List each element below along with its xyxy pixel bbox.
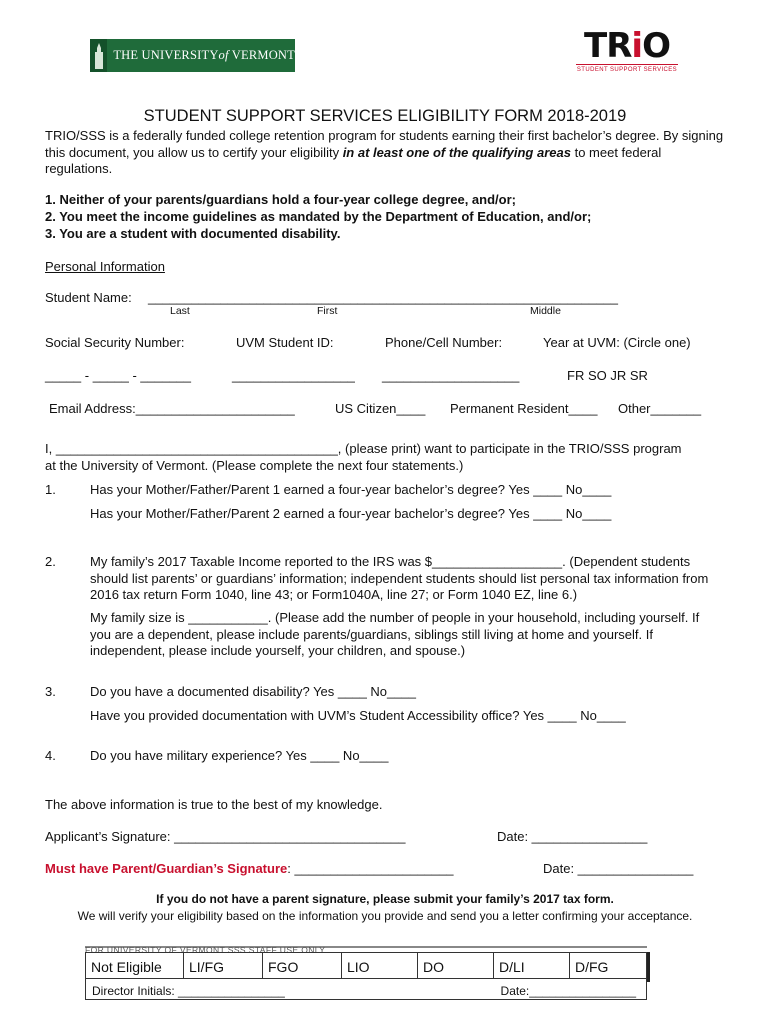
name-sub-first: First — [317, 305, 338, 317]
applicant-signature-field[interactable]: Applicant’s Signature: ________________________________ — [45, 829, 406, 844]
student-name-label: Student Name: — [45, 290, 132, 305]
permanent-resident-field[interactable]: Permanent Resident____ — [450, 401, 598, 416]
question-number: 4. — [45, 748, 56, 763]
criteria-item: 3. You are a student with documented disability. — [45, 226, 341, 241]
criteria-item: 1. Neither of your parents/guardians hold a four-year college degree, and/or; — [45, 192, 516, 207]
staff-cell[interactable]: Not Eligible — [86, 953, 184, 978]
us-citizen-field[interactable]: US Citizen____ — [335, 401, 426, 416]
student-name-field[interactable]: _________________________________________________________________ — [148, 290, 618, 305]
question-family-size: My family size is ___________. (Please add the number of people in your household, including yourself. If you are a dependent, please include parents/guardians, siblings still living at home and yourself. If independent, please include yourself, your children, and spouse.) — [90, 610, 700, 658]
personal-info-heading: Personal Information — [45, 259, 165, 274]
other-field[interactable]: Other_______ — [618, 401, 702, 416]
uvm-id-label: UVM Student ID: — [236, 335, 334, 350]
question-parent1: Has your Mother/Father/Parent 1 earned a four-year bachelor’s degree? Yes ____ No____ — [90, 482, 612, 497]
question-income: My family’s 2017 Taxable Income reported to the IRS was $__________________. (Dependent students should list parents’ or guardians’ information; independent students should list personal tax information from 2016 tax return Form 1040, line 43; or Form1040A, line 27; or Form 1040 EZ, line 6.) — [90, 554, 709, 602]
question-disability: Do you have a documented disability? Yes ____ No____ — [90, 684, 416, 699]
uvm-tower-icon — [90, 39, 107, 72]
trio-logo: TRiO STUDENT SUPPORT SERVICES — [576, 26, 678, 73]
attestation: The above information is true to the best of my knowledge. — [45, 797, 383, 812]
tax-form-note: If you do not have a parent signature, please submit your family’s 2017 tax form. — [156, 892, 614, 906]
participation-statement-2: at the University of Vermont. (Please complete the next four statements.) — [45, 458, 464, 473]
question-number: 2. — [45, 554, 56, 569]
participation-statement: I, _______________________________________, (please print) want to participate in the TRIO/SSS program — [45, 441, 682, 456]
director-initials-field[interactable]: Director Initials: ________________ — [92, 984, 285, 998]
uvm-logo — [90, 39, 295, 72]
intro-paragraph: TRIO/SSS is a federally funded college retention program for students earning their first bachelor’s degree. By signing this document, you allow us to certify your eligibility in at least one of the qualifying areas to meet federal regulations. — [45, 128, 724, 176]
ssn-field[interactable]: _____ - _____ - _______ — [45, 368, 192, 383]
staff-use-label: FOR UNIVERSITY OF VERMONT SSS STAFF USE ONLY — [85, 945, 326, 955]
page-title: STUDENT SUPPORT SERVICES ELIGIBILITY FORM 2018-2019 — [143, 107, 627, 125]
question-parent2: Has your Mother/Father/Parent 2 earned a four-year bachelor’s degree? Yes ____ No____ — [90, 506, 612, 521]
staff-cell[interactable]: FGO — [263, 953, 342, 978]
parent-date-field[interactable]: Date: ________________ — [543, 861, 694, 876]
question-accessibility: Have you provided documentation with UVM’s Student Accessibility office? Yes ____ No____ — [90, 708, 626, 723]
name-sub-last: Last — [170, 305, 190, 317]
staff-cell[interactable]: LI/FG — [184, 953, 263, 978]
question-number: 1. — [45, 482, 56, 497]
staff-use-table — [85, 952, 647, 1000]
applicant-date-field[interactable]: Date: ________________ — [497, 829, 648, 844]
email-field[interactable]: Email Address:______________________ — [49, 401, 295, 416]
staff-date-field[interactable]: Date:________________ — [500, 984, 636, 998]
question-number: 3. — [45, 684, 56, 699]
phone-label: Phone/Cell Number: — [385, 335, 503, 350]
question-military: Do you have military experience? Yes ____ No____ — [90, 748, 389, 763]
uvm-id-field[interactable]: _________________ — [232, 368, 355, 383]
year-options[interactable]: FR SO JR SR — [567, 368, 648, 383]
ssn-label: Social Security Number: — [45, 335, 185, 350]
staff-cell[interactable]: LIO — [342, 953, 418, 978]
name-sub-middle: Middle — [530, 305, 561, 317]
staff-cell[interactable]: D/LI — [494, 953, 570, 978]
staff-cell[interactable]: DO — [418, 953, 494, 978]
criteria-item: 2. You meet the income guidelines as mandated by the Department of Education, and/or; — [45, 209, 592, 224]
parent-signature-field[interactable]: Must have Parent/Guardian’s Signature: ______________________ — [45, 861, 454, 876]
staff-cell[interactable]: D/FG — [575, 959, 609, 975]
phone-field[interactable]: ___________________ — [382, 368, 520, 383]
year-label: Year at UVM: (Circle one) — [543, 335, 691, 350]
verification-note: We will verify your eligibility based on the information you provide and send you a letter confirming your acceptance. — [77, 909, 693, 923]
uvm-logo-text: THE UNIVERSITYof VERMONT — [113, 48, 295, 62]
